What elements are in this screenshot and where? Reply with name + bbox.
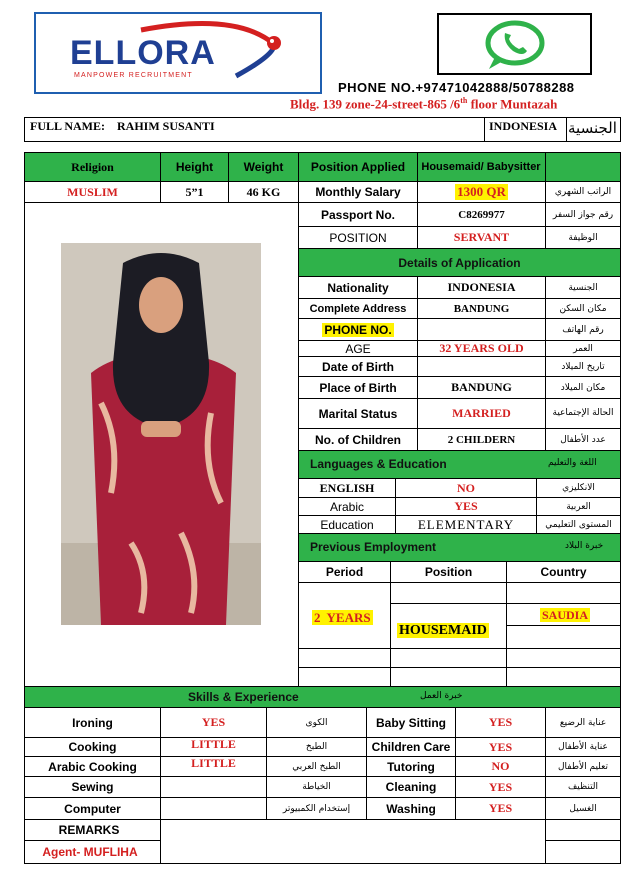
- skills-title: Skills & Experience: [188, 690, 299, 704]
- period-header: Period: [325, 565, 364, 579]
- detail-label: PHONE NO.: [324, 322, 392, 337]
- passport-value: C8269977: [458, 208, 505, 221]
- employment-title-arabic: خبرة البلاد: [565, 541, 604, 551]
- language-label: Arabic: [329, 499, 364, 514]
- skill-arabic: الطبخ العربي: [292, 761, 341, 772]
- skill-label: Cooking: [68, 740, 117, 754]
- skill-value: YES: [488, 801, 513, 815]
- detail-value: BANDUNG: [453, 302, 510, 315]
- address-part: Bldg. 139 zone-24-street-865 /6: [290, 96, 461, 112]
- person-photo-icon: [61, 243, 261, 625]
- employment-position-value: HOUSEMAID: [399, 623, 487, 638]
- skills-title-arabic: خبرة العمل: [420, 691, 463, 701]
- header-address: [290, 96, 557, 112]
- skill-value: [161, 777, 266, 797]
- salary-cell: [418, 182, 545, 202]
- skill-value: YES: [488, 715, 513, 729]
- skills-title-bar: [25, 687, 620, 707]
- skill-label: Baby Sitting: [375, 715, 446, 730]
- details-title: Details of Application: [398, 255, 521, 270]
- salary-arabic: الراتب الشهري: [554, 187, 612, 197]
- language-value: YES: [454, 499, 478, 513]
- detail-value: 32 YEARS OLD: [439, 341, 524, 355]
- language-arabic: العربية: [566, 501, 591, 512]
- salary-value: 1300 QR: [457, 184, 506, 199]
- detail-arabic: مكان السكن: [559, 303, 607, 314]
- detail-label: Complete Address: [309, 302, 407, 315]
- detail-arabic: الجنسية: [568, 282, 598, 293]
- nationality-arabic: الجنسية: [568, 119, 617, 137]
- religion-value: MUSLIM: [67, 184, 118, 199]
- salary-label: Monthly Salary: [315, 185, 401, 199]
- detail-value: BANDUNG: [451, 380, 512, 394]
- skill-label: Cleaning: [385, 780, 437, 794]
- logo-tagline: MANPOWER RECRUITMENT: [74, 72, 193, 79]
- skill-arabic: الخياطة: [302, 782, 331, 792]
- country-cell: [540, 606, 590, 624]
- position-value: SERVANT: [453, 230, 510, 244]
- languages-title-arabic: اللغة والتعليم: [548, 458, 597, 468]
- weight-header: Weight: [243, 160, 284, 174]
- remarks-label: REMARKS: [58, 823, 120, 837]
- skill-arabic: تعليم الأطفال: [557, 761, 609, 772]
- position-arabic: الوظيفة: [568, 232, 598, 243]
- detail-value: [418, 319, 545, 340]
- weight-value: 46 KG: [246, 184, 281, 199]
- skill-value: LITTLE: [191, 756, 236, 770]
- nationality-value: INDONESIA: [489, 119, 558, 133]
- education-label: Education: [320, 517, 374, 532]
- whatsapp-badge: [437, 13, 592, 75]
- employment-position-cell: [397, 621, 489, 639]
- full-name-value: RAHIM SUSANTI: [117, 119, 215, 133]
- company-logo: [34, 12, 322, 94]
- skill-arabic: الغسيل: [569, 803, 597, 814]
- detail-label: AGE: [345, 341, 371, 356]
- country-header: Country: [540, 565, 587, 579]
- skill-label: Sewing: [71, 780, 114, 794]
- passport-arabic: رقم جواز السفر: [552, 209, 614, 220]
- skill-arabic: الكوى: [305, 717, 328, 728]
- period-value: 2 YEARS: [314, 610, 371, 625]
- whatsapp-icon: [483, 19, 547, 71]
- language-arabic: الانكليزي: [562, 483, 595, 493]
- header-phone: PHONE NO.+97471042888/50788288: [338, 80, 575, 95]
- skill-arabic: عناية الأطفال: [558, 742, 608, 752]
- address-sup: th: [460, 96, 468, 105]
- detail-arabic: الحالة الإجتماعية: [552, 408, 614, 418]
- skill-value: LITTLE: [191, 736, 236, 751]
- detail-label: Date of Birth: [322, 359, 394, 374]
- skill-value: YES: [201, 715, 226, 729]
- detail-label: Marital Status: [318, 406, 398, 421]
- height-value: 5”1: [185, 184, 204, 199]
- height-header: Height: [175, 160, 214, 174]
- skill-value: YES: [488, 739, 513, 754]
- detail-label: No. of Children: [315, 432, 401, 447]
- religion-header: Religion: [71, 159, 114, 174]
- position-label: POSITION: [329, 230, 387, 245]
- candidate-photo: [61, 243, 261, 625]
- address-part: floor Muntazah: [467, 96, 558, 112]
- position-applied-header: Position Applied: [310, 160, 406, 174]
- skill-value: NO: [491, 759, 510, 773]
- agent-name: Agent- MUFLIHA: [42, 845, 138, 859]
- language-value: NO: [457, 480, 475, 495]
- detail-arabic: عدد الأطفال: [560, 434, 606, 445]
- skill-label: Washing: [386, 801, 436, 816]
- skill-value: [161, 798, 266, 819]
- languages-title: Languages & Education: [310, 457, 447, 471]
- skill-label: Ironing: [72, 715, 113, 730]
- detail-value: INDONESIA: [447, 280, 516, 294]
- full-name-label: FULL NAME:: [30, 119, 105, 133]
- language-label: ENGLISH: [319, 480, 375, 495]
- country-value: SAUDIA: [542, 608, 589, 622]
- detail-label: Nationality: [327, 280, 389, 295]
- skill-arabic: الطبخ: [305, 742, 328, 752]
- phone-label-cell: [299, 319, 417, 340]
- skill-arabic: عناية الرضيع: [559, 717, 607, 728]
- skill-label: Computer: [64, 801, 121, 816]
- skill-label: Arabic Cooking: [48, 759, 137, 774]
- position-applied-value: Housemaid/ Babysitter: [421, 160, 541, 173]
- employment-title: Previous Employment: [310, 540, 437, 554]
- position-header: Position: [424, 565, 473, 579]
- detail-label: Place of Birth: [319, 380, 397, 395]
- detail-arabic: مكان الميلاد: [560, 382, 606, 393]
- passport-label: Passport No.: [320, 207, 395, 222]
- period-cell: [312, 609, 373, 627]
- skill-arabic: التنظيف: [567, 782, 599, 792]
- education-value: ELEMENTARY: [417, 516, 515, 532]
- skill-label: Tutoring: [387, 759, 435, 774]
- detail-arabic: رقم الهاتف: [562, 324, 604, 335]
- education-arabic: المستوى التعليمي: [545, 519, 612, 530]
- logo-text: ELLORA: [70, 34, 216, 72]
- skill-value: YES: [488, 779, 513, 794]
- detail-value: [418, 357, 545, 376]
- detail-arabic: العمر: [573, 343, 593, 354]
- detail-value: MARRIED: [452, 406, 511, 420]
- detail-value: 2 CHILDERN: [447, 433, 516, 446]
- skill-arabic: إستخدام الكمبيوتر: [282, 803, 351, 814]
- detail-arabic: تاريخ الميلاد: [561, 361, 605, 372]
- skill-label: Children Care: [371, 740, 451, 754]
